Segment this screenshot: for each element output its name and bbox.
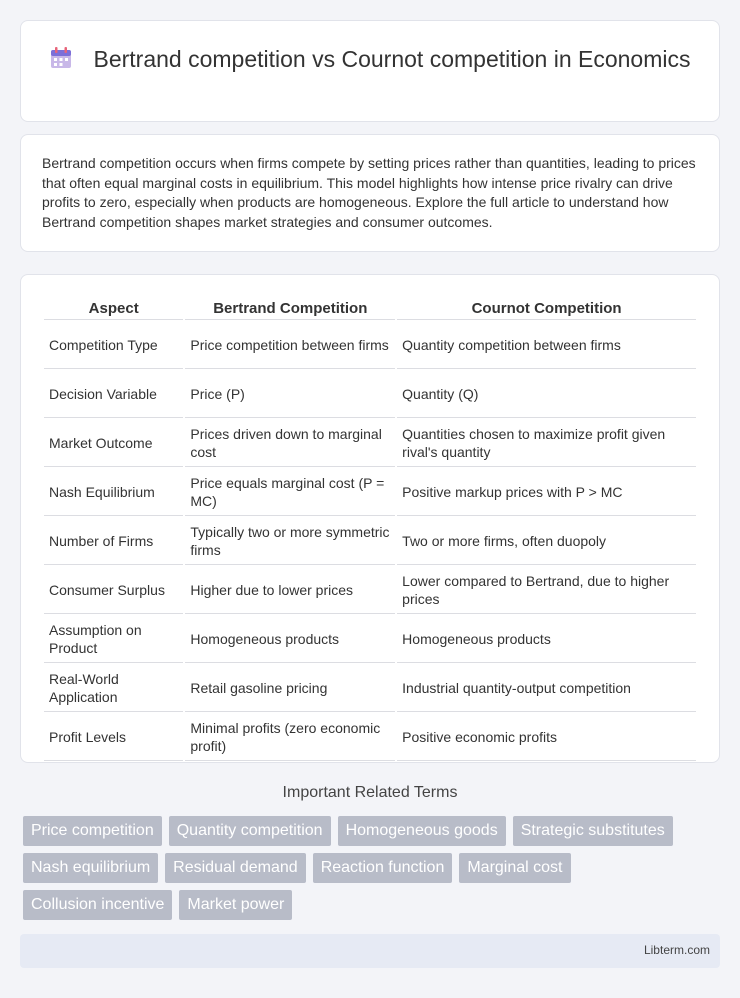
footer-bar <box>20 934 720 968</box>
page-title-wrap <box>21 45 719 74</box>
intro-paragraph: Bertrand competition occurs when firms compete by setting prices rather than quantities, leading to prices that often equal marginal costs in equilibrium. This model highlights how intense price rivalry can drive profits to zero, especially when products are homogeneous. Explore the full article to understand how Bertrand competition shapes market strategies and consumer outcomes. <box>42 155 696 230</box>
tag-quantity-competition[interactable]: Quantity competition <box>169 816 331 846</box>
tag-strategic-substitutes[interactable]: Strategic substitutes <box>513 816 673 846</box>
row-aspect: Real-World Application <box>44 665 183 712</box>
table-header-row <box>44 296 696 320</box>
tag-reaction-function[interactable]: Reaction function <box>313 853 453 883</box>
page-title: Bertrand competition vs Cournot competition in Economics <box>93 46 691 72</box>
header-cournot: Cournot Competition <box>397 296 696 320</box>
row-cournot: Homogeneous products <box>397 616 696 663</box>
row-bertrand: Typically two or more symmetric firms <box>185 518 395 565</box>
row-bertrand: Homogeneous products <box>185 616 395 663</box>
comparison-table <box>42 294 698 763</box>
tag-residual-demand[interactable]: Residual demand <box>165 853 306 883</box>
header-aspect: Aspect <box>44 296 183 320</box>
table-row <box>44 567 696 614</box>
row-cournot: Quantity (Q) <box>397 371 696 418</box>
row-bertrand: Price equals marginal cost (P = MC) <box>185 469 395 516</box>
row-aspect: Number of Firms <box>44 518 183 565</box>
table-row <box>44 420 696 467</box>
row-aspect: Assumption on Product <box>44 616 183 663</box>
related-terms-title: Important Related Terms <box>282 784 458 801</box>
table-row <box>44 469 696 516</box>
row-bertrand: Prices driven down to marginal cost <box>185 420 395 467</box>
tag-price-competition[interactable]: Price competition <box>23 816 162 846</box>
related-terms-list <box>23 816 703 927</box>
row-bertrand: Higher due to lower prices <box>185 567 395 614</box>
row-cournot: Quantities chosen to maximize profit given rival's quantity <box>397 420 696 467</box>
tag-collusion-incentive[interactable]: Collusion incentive <box>23 890 172 920</box>
row-aspect: Decision Variable <box>44 371 183 418</box>
row-aspect: Nash Equilibrium <box>44 469 183 516</box>
row-aspect: Profit Levels <box>44 714 183 761</box>
intro-card <box>20 134 720 252</box>
row-bertrand: Retail gasoline pricing <box>185 665 395 712</box>
table-row <box>44 714 696 761</box>
table-row <box>44 616 696 663</box>
row-cournot: Lower compared to Bertrand, due to higher prices <box>397 567 696 614</box>
header-bertrand: Bertrand Competition <box>185 296 395 320</box>
row-cournot: Positive markup prices with P > MC <box>397 469 696 516</box>
tag-homogeneous-goods[interactable]: Homogeneous goods <box>338 816 506 846</box>
comparison-table-card <box>20 274 720 763</box>
table-row <box>44 665 696 712</box>
footer-site-link[interactable]: Libterm.com <box>643 943 710 957</box>
row-cournot: Industrial quantity-output competition <box>397 665 696 712</box>
row-aspect: Market Outcome <box>44 420 183 467</box>
tag-nash-equilibrium[interactable]: Nash equilibrium <box>23 853 158 883</box>
table-row <box>44 518 696 565</box>
tag-marginal-cost[interactable]: Marginal cost <box>459 853 570 883</box>
row-cournot: Quantity competition between firms <box>397 322 696 369</box>
row-aspect: Competition Type <box>44 322 183 369</box>
table-row <box>44 322 696 369</box>
row-cournot: Two or more firms, often duopoly <box>397 518 696 565</box>
row-bertrand: Price competition between firms <box>185 322 395 369</box>
header-card <box>20 20 720 122</box>
row-cournot: Positive economic profits <box>397 714 696 761</box>
calendar-icon <box>49 46 73 70</box>
tag-market-power[interactable]: Market power <box>179 890 292 920</box>
table-row <box>44 371 696 418</box>
row-aspect: Consumer Surplus <box>44 567 183 614</box>
row-bertrand: Minimal profits (zero economic profit) <box>185 714 395 761</box>
row-bertrand: Price (P) <box>185 371 395 418</box>
